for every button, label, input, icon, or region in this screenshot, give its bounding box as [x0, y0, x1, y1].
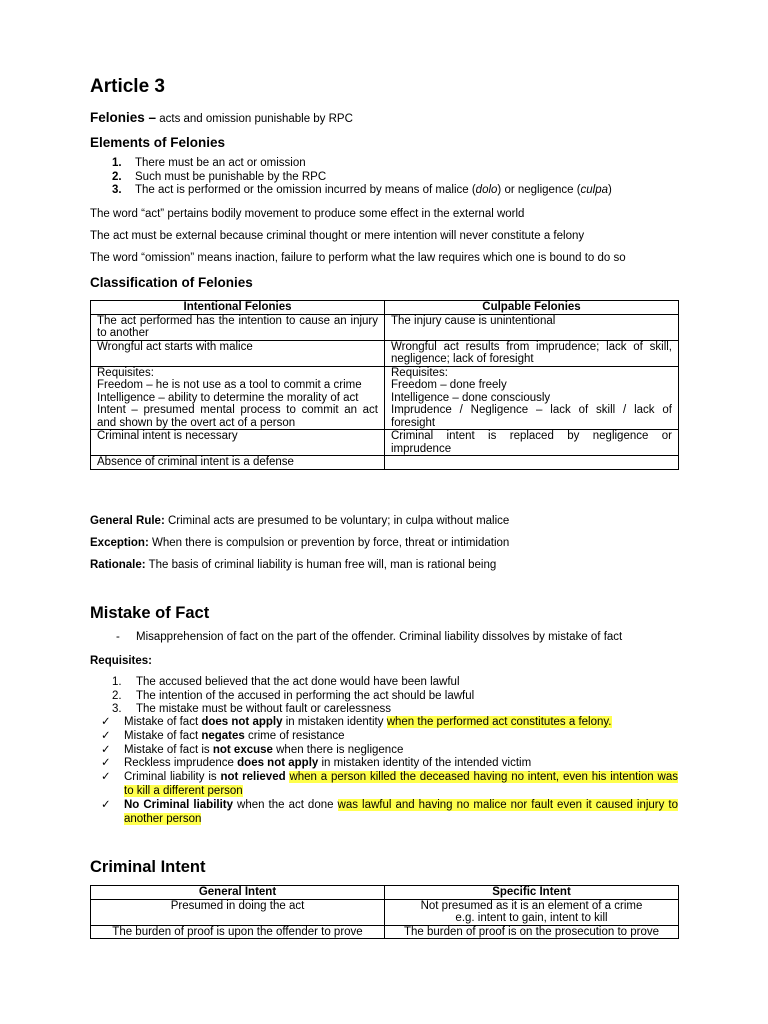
requisite-item: [90, 676, 680, 690]
classification-table: [90, 300, 679, 470]
element-item: [90, 184, 612, 198]
bold-text: negates: [201, 729, 245, 742]
requisite-number: 1.: [112, 676, 122, 688]
requisite-text: The intention of the accused in performing the act should be lawful: [136, 689, 475, 702]
general-rule-label: General Rule:: [90, 515, 165, 527]
elements-list: [90, 157, 612, 198]
classification-cell-line: Intelligence – ability to determine the morality of act: [97, 391, 359, 404]
classification-cell: [91, 430, 385, 456]
check-text: Mistake of fact: [124, 729, 202, 742]
bold-text: not excuse: [212, 743, 273, 756]
classification-cell: [385, 340, 679, 366]
requisite-text: The accused believed that the act done would have been lawful: [136, 676, 460, 688]
intent-row: [91, 925, 679, 939]
classification-cell: [91, 340, 385, 366]
check-text: when the act done: [233, 798, 338, 811]
check-item: [90, 771, 678, 799]
element-number: 1.: [112, 157, 122, 169]
check-item: [90, 716, 678, 730]
requisites-label: Requisites:: [90, 655, 152, 667]
bold-text: No Criminal liability: [124, 798, 234, 811]
highlighted-text: was lawful and having no malice nor fault even it caused injury to another person: [124, 798, 678, 825]
check-text: in mistaken identity: [282, 716, 387, 728]
intent-header: Specific Intent: [385, 886, 679, 900]
rationale-text: The basis of criminal liability is human free will, man is rational being: [145, 559, 497, 571]
classification-cell: [91, 314, 385, 340]
intent-header: General Intent: [91, 886, 385, 900]
classification-cell-line: Requisites:: [97, 366, 154, 379]
highlighted-text: when the performed act constitutes a felony.: [386, 716, 612, 728]
classification-row: [91, 430, 679, 456]
requisite-item: [90, 703, 680, 717]
classification-header: Culpable Felonies: [385, 301, 679, 315]
classification-cell-line: Criminal intent is necessary: [97, 430, 238, 442]
element-item: [90, 157, 612, 171]
element-text: ) or negligence (: [497, 184, 581, 196]
felonies-term: Felonies –: [90, 110, 157, 125]
classification-row: [91, 314, 679, 340]
check-text: in mistaken identity of the intended victim: [318, 757, 532, 770]
check-text: Mistake of fact is: [124, 743, 213, 756]
intent-cell-line: The burden of proof is upon the offender to prove: [112, 925, 363, 938]
check-item: [90, 744, 678, 758]
highlighted-text: when a person killed the deceased having no intent, even his intention was to kill a different person: [124, 771, 678, 797]
classification-cell-line: Imprudence / Negligence – lack of skill / lack of foresight: [391, 404, 672, 429]
omission-paragraph: The word “omission” means inaction, failure to perform what the law requires which one is bound to do so: [90, 252, 626, 264]
classification-header-row: [91, 301, 679, 315]
requisites-list: [90, 676, 680, 717]
element-item: [90, 171, 612, 185]
check-text: when there is negligence: [272, 743, 404, 756]
intent-cell: [91, 925, 385, 939]
check-text: crime of resistance: [244, 729, 345, 742]
intent-row: [91, 899, 679, 925]
classification-row: [91, 340, 679, 366]
classification-cell: [385, 430, 679, 456]
mistake-definition: - Misapprehension of fact on the part of the offender. Criminal liability dissolves by mistake of fact: [90, 631, 622, 643]
classification-row: [91, 456, 679, 470]
elements-heading: Elements of Felonies: [90, 135, 226, 150]
classification-cell: [385, 366, 679, 430]
check-icon: ✓: [101, 757, 111, 770]
classification-cell-line: Intent – presumed mental process to commit an act and shown by the overt act of a person: [97, 404, 378, 429]
check-icon: ✓: [101, 743, 111, 756]
classification-heading: Classification of Felonies: [90, 275, 253, 290]
requisite-item: [90, 690, 680, 704]
intent-cell: [91, 899, 385, 925]
classification-cell-line: Freedom – he is not use as a tool to commit a crime: [97, 379, 362, 391]
bold-text: does not apply: [237, 757, 319, 770]
check-item: [90, 730, 678, 744]
element-text: ): [608, 184, 612, 196]
element-number: 3.: [112, 184, 122, 196]
classification-cell-line: Criminal intent is replaced by negligence or imprudence: [391, 430, 672, 455]
intent-cell-line: Presumed in doing the act: [170, 899, 305, 912]
classification-cell-line: Requisites:: [391, 366, 448, 379]
bold-text: not relieved: [220, 771, 286, 784]
mistake-of-fact-heading: Mistake of Fact: [90, 604, 210, 622]
latin-term: dolo: [475, 184, 498, 196]
requisite-number: 3.: [112, 703, 122, 715]
classification-cell-line: Intelligence – done consciously: [391, 391, 551, 404]
felonies-definition-text: acts and omission punishable by RPC: [156, 113, 353, 125]
exception-label: Exception:: [90, 537, 149, 549]
requisite-text: The mistake must be without fault or carelessness: [136, 703, 392, 715]
check-item: [90, 757, 678, 771]
rationale-rule: [90, 559, 496, 571]
element-text: Such must be punishable by the RPC: [135, 170, 327, 183]
rationale-label: Rationale:: [90, 559, 146, 571]
general-rule: [90, 515, 509, 527]
intent-header-row: [91, 886, 679, 900]
act-paragraph: The word “act” pertains bodily movement to produce some effect in the external world: [90, 208, 525, 220]
classification-cell: [385, 456, 679, 470]
element-text: There must be an act or omission: [135, 157, 306, 169]
mistake-definition-list: [90, 631, 622, 643]
general-rule-text: Criminal acts are presumed to be voluntary; in culpa without malice: [164, 515, 510, 527]
check-text: Criminal liability is: [124, 771, 221, 784]
intent-cell-line: Not presumed as it is an element of a crime: [420, 899, 643, 912]
criminal-intent-heading: Criminal Intent: [90, 858, 206, 876]
intent-cell-line: e.g. intent to gain, intent to kill: [455, 912, 608, 924]
classification-cell-line: Absence of criminal intent is a defense: [97, 456, 294, 468]
mistake-checklist: [90, 716, 678, 826]
requisite-number: 2.: [112, 689, 122, 702]
check-icon: ✓: [101, 771, 111, 784]
classification-cell: [91, 456, 385, 470]
classification-cell: [91, 366, 385, 430]
check-text: Reckless imprudence: [124, 757, 238, 770]
classification-cell: [385, 314, 679, 340]
check-icon: ✓: [101, 716, 111, 728]
check-icon: ✓: [101, 729, 111, 742]
intent-cell-line: The burden of proof is on the prosecution to prove: [403, 925, 660, 938]
classification-cell-line: Wrongful act results from imprudence; lack of skill, negligence; lack of foresight: [391, 340, 672, 365]
latin-term: culpa: [580, 184, 609, 196]
classification-cell-line: The act performed has the intention to cause an injury to another: [97, 314, 378, 339]
article-title: Article 3: [90, 76, 165, 97]
classification-cell-line: Wrongful act starts with malice: [97, 340, 253, 353]
classification-row: [91, 366, 679, 430]
criminal-intent-table: [90, 885, 679, 939]
check-text: Mistake of fact: [124, 716, 202, 728]
check-item: [90, 799, 678, 827]
element-number: 2.: [112, 170, 122, 183]
classification-header: Intentional Felonies: [91, 301, 385, 315]
felonies-definition: [90, 110, 353, 125]
element-text: The act is performed or the omission incurred by means of malice (: [135, 184, 476, 196]
intent-cell: [385, 899, 679, 925]
exception-rule: [90, 537, 509, 549]
classification-cell-line: Freedom – done freely: [391, 379, 507, 391]
intent-cell: [385, 925, 679, 939]
external-act-paragraph: The act must be external because criminal thought or mere intention will never constitute a felony: [90, 230, 585, 242]
classification-cell-line: The injury cause is unintentional: [391, 314, 556, 327]
exception-text: When there is compulsion or prevention by force, threat or intimidation: [148, 537, 510, 549]
check-icon: ✓: [101, 798, 111, 811]
bold-text: does not apply: [201, 716, 283, 728]
